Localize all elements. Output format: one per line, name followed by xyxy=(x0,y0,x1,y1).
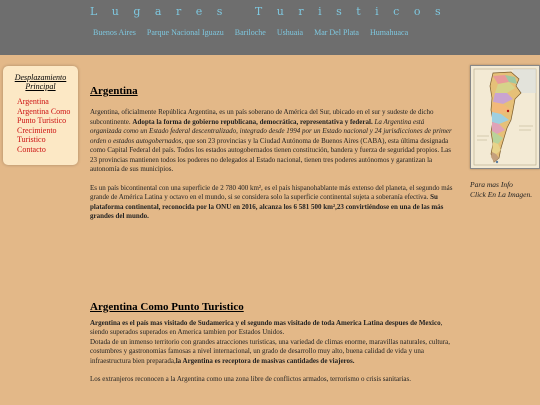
argentina-map-icon xyxy=(471,66,539,168)
section1-text-b: Adopta la forma de gobierno republicana, democrática, representativa y federal. xyxy=(132,117,373,126)
nav-link-bariloche[interactable]: Bariloche xyxy=(234,28,266,37)
section-heading-argentina: Argentina xyxy=(90,85,138,97)
section2-text-c: Dotada de un inmenso territorio con grandes atracciones turisticas, una variedad de climas enorme, maravillas naturales, cultura, costumbres y gastronomias famosas a nivel internacional, un grado de desarrollo muy alto, buena calidad de vida y una infraestructura bien preparada, xyxy=(90,337,450,365)
side-menu xyxy=(3,66,78,165)
side-link-argentina[interactable]: Argentina xyxy=(17,97,49,106)
section1-text-f: Su plataforma continental, reconocida por la ONU en 2016, alcanza los 6 581 500 km²,23 convirtiéndose en una de las más grandes del mundo. xyxy=(90,193,444,220)
section1-text-c: La Argentina está organizada como un Estado federal descentralizado, integrado desde 1994 por un Estado nacional y 24 jurisdicciones de primer orden o estados autogobernados, xyxy=(90,117,452,145)
section2-text-a: Argentina es el país mas visitado de Sudamerica y el segundo mas visitado de toda America Latina despues de Mexico xyxy=(90,318,441,327)
site-header xyxy=(0,0,540,55)
site-title: Lugares Turisticos xyxy=(90,5,456,18)
section2-text-b: , siendo superados superados en America tambien por Estados Unidos. xyxy=(90,318,443,336)
side-menu-list xyxy=(3,97,78,154)
side-menu-title-line1: Desplazamiento xyxy=(14,73,67,82)
nav-link-iguazu[interactable]: Parque Nacional Iguazu xyxy=(146,28,224,37)
side-link-crecimiento[interactable]: Crecimiento xyxy=(17,125,57,135)
section1-paragraph1 xyxy=(90,108,455,175)
nav-link-buenos-aires[interactable]: Buenos Aires xyxy=(93,28,136,37)
section-heading-punto-turistico: Argentina Como Punto Turistico xyxy=(90,300,244,313)
side-link-punto-turistico[interactable]: Punto Turistico xyxy=(17,116,67,125)
argentina-map-image[interactable] xyxy=(470,65,540,169)
nav-link-ushuaia[interactable]: Ushuaia xyxy=(276,28,304,37)
side-link-contacto[interactable]: Contacto xyxy=(17,144,46,154)
section1-text-d: que son 23 provincias y la Ciudad Autónoma de Buenos Aires (CABA), esta última designada como Capital Federal del país. Todos los estados autogobernados tienen constitución, bandera y fuerza de seguridad propios. Las 23 provincias mantienen todos los poderes no delegados al Estado nacional, tienen tres poderes autónomos y garantizan la autonomía de sus municipios. xyxy=(90,136,451,173)
section1-paragraph2 xyxy=(90,184,455,222)
top-nav xyxy=(93,28,417,37)
side-link-argentina-como[interactable]: Argentina Como xyxy=(17,106,71,116)
map-caption-line1: Para mas Info xyxy=(470,180,513,189)
section2-text-d: la Argentina es receptora de masivas cantidades de viajeros. xyxy=(175,356,355,365)
nav-link-humahuaca[interactable]: Humahuaca xyxy=(369,28,409,37)
section2-paragraph2: Los extranjeros reconocen a la Argentina como una zona libre de conflictos armados, terrorismo o crisis sanitarias. xyxy=(90,375,411,383)
nav-link-mar-del-plata[interactable]: Mar Del Plata xyxy=(314,28,359,37)
map-caption-line2: Click En La Imagen. xyxy=(470,189,533,199)
main-content xyxy=(90,84,455,385)
section1-text-e: Es un país bicontinental con una superficie de 2 780 400 km², es el país hispanohablante más extenso del planeta, el segundo más grande de América Latina y octavo en el mundo, si se considera solo la superficie continental sujeta a soberanía efectiva. xyxy=(90,183,453,201)
side-link-turistico[interactable]: Turistico xyxy=(17,135,46,144)
side-menu-title-line2: Principal xyxy=(25,82,56,91)
side-menu-title xyxy=(3,73,78,91)
section1-text-a: Argentina, oficialmente República Argentina, es un país soberano de América del Sur, ubicado en el sur y sudeste de dicho subcontinente. xyxy=(90,108,434,126)
section2-paragraph1 xyxy=(90,319,455,367)
map-caption xyxy=(470,180,532,199)
